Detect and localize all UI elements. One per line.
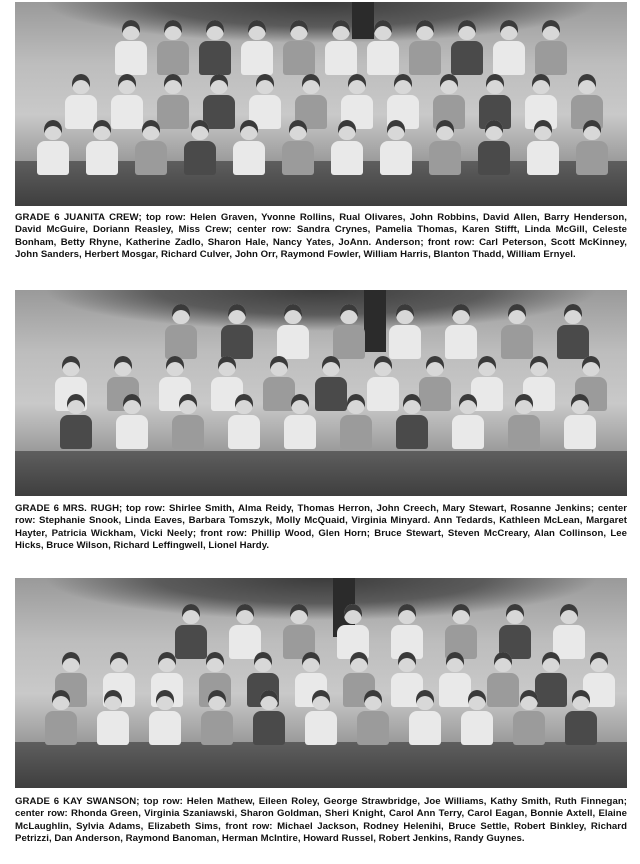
student-head [270,356,288,376]
student-head [118,74,136,94]
student-body [45,711,77,745]
class-photo-juanita-crew [15,2,627,206]
student-head [542,652,560,672]
student-body [165,325,197,359]
student-head [515,394,533,414]
student-figure [501,304,533,359]
student-body [284,415,316,449]
student-head [459,394,477,414]
student-head [350,652,368,672]
student-figure [452,394,484,449]
student-figure [340,394,372,449]
student-figure [233,120,265,175]
student-head [436,120,454,140]
student-figure [116,394,148,449]
student-body [340,415,372,449]
student-figure [445,604,477,659]
student-head [290,604,308,624]
student-head [542,20,560,40]
student-head [534,120,552,140]
caption-kay-swanson: GRADE 6 KAY SWANSON; top row: Helen Mathew, Eileen Roley, George Strawbridge, Joe Williams, Kathy Smith, Ruth Finnegan; center row: Rhonda Green, Virginia Szaniawski, Sharon Goldman, Sheri Knight, Carol Ann Terry, Carol Eagan, Bonnie Axtell, Elaine McLaughlin, Sylvia Adams, Elizabeth Sims, front row: Michael Jackson, Rodney Helenihi, Bruce Settle, Robert Binkley, Richard Petrizzi, Dan Anderson, Raymond Banoman, Herman McIntire, Howard Russel, Robert Jenkins, Randy Guynes. [15,796,627,844]
student-body [325,41,357,75]
student-body [513,711,545,745]
student-figure [253,690,285,745]
student-figure [508,394,540,449]
student-figure [175,604,207,659]
student-head [260,690,278,710]
student-head [164,20,182,40]
student-body [565,711,597,745]
student-head [582,356,600,376]
student-body [501,325,533,359]
student-head [62,652,80,672]
student-head [72,74,90,94]
class-photo-mrs-rugh [15,290,627,496]
student-figure [60,394,92,449]
student-head [302,652,320,672]
student-body [451,41,483,75]
student-figure [229,604,261,659]
student-body [305,711,337,745]
student-figure [478,120,510,175]
student-head [284,304,302,324]
student-body [380,141,412,175]
student-figure [221,304,253,359]
student-figure [557,304,589,359]
student-head [403,394,421,414]
student-figure [391,604,423,659]
student-figure [283,604,315,659]
student-head [344,604,362,624]
student-head [248,20,266,40]
student-body [184,141,216,175]
student-figure [451,20,483,75]
student-head [590,652,608,672]
student-body [396,415,428,449]
student-head [374,20,392,40]
student-head [104,690,122,710]
student-head [530,356,548,376]
student-head [158,652,176,672]
student-figure [86,120,118,175]
student-head [478,356,496,376]
student-figure [389,304,421,359]
student-head [240,120,258,140]
student-figure [282,120,314,175]
student-figure [333,304,365,359]
student-head [206,20,224,40]
student-head [210,74,228,94]
student-figure [149,690,181,745]
student-head [396,304,414,324]
student-head [440,74,458,94]
student-figure [576,120,608,175]
student-head [338,120,356,140]
student-head [110,652,128,672]
student-figure [493,20,525,75]
student-figure [396,394,428,449]
student-body [535,41,567,75]
student-head [290,20,308,40]
student-head [228,304,246,324]
student-head [426,356,444,376]
student-head [114,356,132,376]
student-head [458,20,476,40]
student-body [97,711,129,745]
student-body [409,711,441,745]
student-figure [380,120,412,175]
student-head [254,652,272,672]
student-figure [37,120,69,175]
student-head [387,120,405,140]
student-head [256,74,274,94]
caption-juanita-crew: GRADE 6 JUANITA CREW; top row: Helen Graven, Yvonne Rollins, Rual Olivares, John Robbins, David Allen, Barry Henderson, David McGuire, Doriann Reasley, Miss Crew; center row: Sandra Crynes, Pamelia Thomas, Karen Stifft, Linda McGill, Celeste Bonham, Betty Rhyne, Katherine Zadlo, Sharon Hale, Nancy Yates, JoAnn. Anderson; front row: Carl Peterson, Scott McKinney, John Sanders, Herbert Mosgar, Richard Culver, John Orr, Raymond Fowler, William Harris, Blanton Thadd, William Ernyel. [15,212,627,260]
student-body [277,325,309,359]
student-figure [409,20,441,75]
student-head [374,356,392,376]
student-head [123,394,141,414]
student-figure [513,690,545,745]
student-head [347,394,365,414]
student-figure [445,304,477,359]
student-head [322,356,340,376]
student-head [156,690,174,710]
student-head [452,604,470,624]
student-figure [565,690,597,745]
student-head [166,356,184,376]
student-head [452,304,470,324]
student-body [333,325,365,359]
student-figure [284,394,316,449]
student-figure [461,690,493,745]
student-body [149,711,181,745]
student-body [253,711,285,745]
student-head [218,356,236,376]
student-figure [115,20,147,75]
student-figure [283,20,315,75]
student-figure [564,394,596,449]
student-head [142,120,160,140]
student-head [182,604,200,624]
student-body [282,141,314,175]
student-head [416,20,434,40]
student-head [340,304,358,324]
student-head [398,604,416,624]
student-head [332,20,350,40]
student-head [206,652,224,672]
student-head [208,690,226,710]
student-figure [553,604,585,659]
student-head [486,74,504,94]
student-figure [535,20,567,75]
student-head [500,20,518,40]
student-head [416,690,434,710]
student-body [115,41,147,75]
student-figure [241,20,273,75]
student-figure [184,120,216,175]
student-head [394,74,412,94]
student-head [302,74,320,94]
student-head [468,690,486,710]
student-figure [409,690,441,745]
student-body [116,415,148,449]
student-body [493,41,525,75]
student-figure [165,304,197,359]
student-head [348,74,366,94]
student-head [235,394,253,414]
student-figure [337,604,369,659]
student-body [157,41,189,75]
student-head [520,690,538,710]
student-figure [305,690,337,745]
student-body [452,415,484,449]
student-body [429,141,461,175]
class-photo-kay-swanson [15,578,627,788]
student-head [93,120,111,140]
student-body [199,41,231,75]
student-head [312,690,330,710]
student-body [409,41,441,75]
student-figure [357,690,389,745]
student-head [506,604,524,624]
student-figure [45,690,77,745]
student-figure [201,690,233,745]
student-head [164,74,182,94]
student-body [135,141,167,175]
student-figure [199,20,231,75]
student-head [67,394,85,414]
student-body [478,141,510,175]
student-head [291,394,309,414]
student-body [461,711,493,745]
student-figure [331,120,363,175]
student-figure [499,604,531,659]
student-body [576,141,608,175]
student-figure [135,120,167,175]
student-body [241,41,273,75]
student-figure [325,20,357,75]
student-head [191,120,209,140]
student-head [52,690,70,710]
student-body [527,141,559,175]
student-body [221,325,253,359]
student-figure [228,394,260,449]
student-body [233,141,265,175]
student-head [236,604,254,624]
student-body [172,415,204,449]
student-body [37,141,69,175]
student-body [228,415,260,449]
student-body [60,415,92,449]
student-head [571,394,589,414]
student-head [508,304,526,324]
student-head [122,20,140,40]
student-body [283,41,315,75]
student-body [445,325,477,359]
student-figure [172,394,204,449]
student-body [389,325,421,359]
student-body [564,415,596,449]
student-body [357,711,389,745]
student-head [485,120,503,140]
student-body [331,141,363,175]
student-head [494,652,512,672]
student-head [44,120,62,140]
student-head [398,652,416,672]
student-head [583,120,601,140]
student-body [86,141,118,175]
student-head [289,120,307,140]
student-figure [527,120,559,175]
student-head [62,356,80,376]
student-head [364,690,382,710]
student-head [564,304,582,324]
student-head [446,652,464,672]
student-body [367,41,399,75]
student-head [572,690,590,710]
student-body [508,415,540,449]
student-head [532,74,550,94]
student-figure [157,20,189,75]
student-head [578,74,596,94]
student-figure [367,20,399,75]
student-figure [429,120,461,175]
student-head [560,604,578,624]
student-head [172,304,190,324]
student-body [557,325,589,359]
student-figure [97,690,129,745]
student-figure [277,304,309,359]
student-head [179,394,197,414]
caption-mrs-rugh: GRADE 6 MRS. RUGH; top row: Shirlee Smith, Alma Reidy, Thomas Herron, John Creech, Mary Stewart, Rosanne Jenkins; center row: Stephanie Snook, Linda Eaves, Barbara Tomszyk, Molly McQuaid, Virginia Minyard. Ann Tedards, Kathleen McLean, Margaret Hayter, Patricia Wickham, Vicki Neely; front row: Phillip Wood, Glen Horn; Bruce Stewart, Steven McCreary, Alan Collinson, Lee Hicks, Bruce Wilson, Richard Leffingwell, Lionel Hardy. [15,503,627,551]
student-body [201,711,233,745]
